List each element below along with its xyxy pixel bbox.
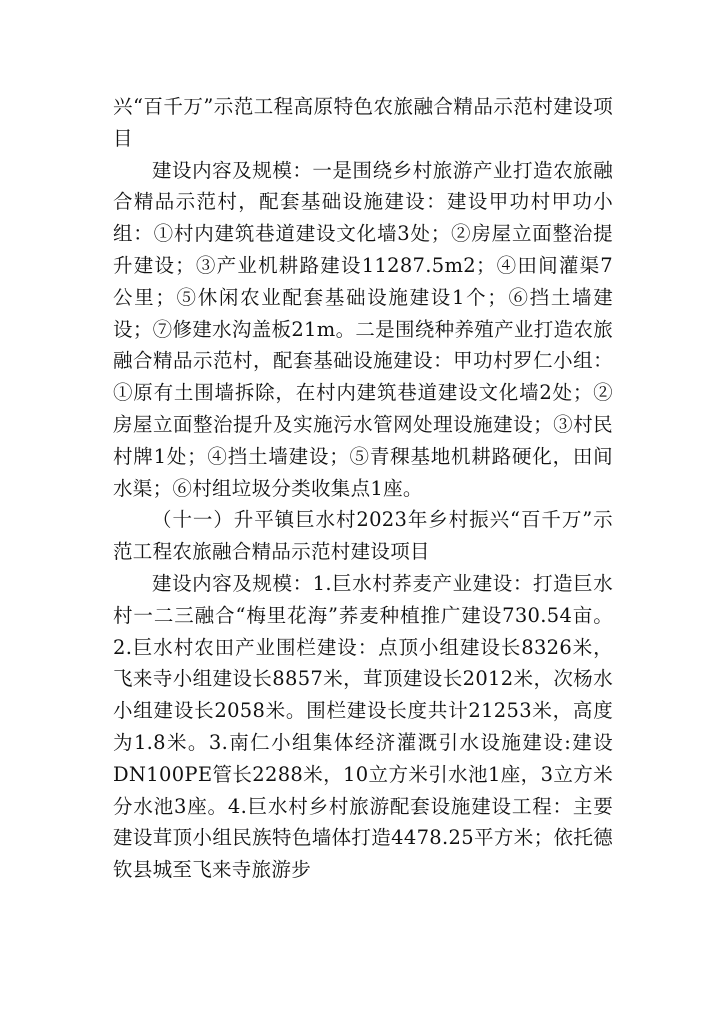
paragraph-construction-content-2: 建设内容及规模：1.巨水村荞麦产业建设：打造巨水村一二三融合“梅里花海”荞麦种植推广建设730.54亩。2.巨水村农田产业围栏建设：点顶小组建设长8326米，飞来寺小组建设长8857米，茸顶建设长2012米，次杨水小组建设长2058米。围栏建设长度共计21253米，高度为1.8米。3.南仁小组集体经济灌溉引水设施建设:建设DN100PE管长2288米，10立方米引水池1座，3立方米分水池3座。4.巨水村乡村旅游配套设施建设工程：主要建设茸顶小组民族特色墙体打造4478.25平方米；依托德钦县城至飞来寺旅游步 bbox=[113, 571, 613, 882]
paragraph-section-heading-11: （十一）升平镇巨水村2023年乡村振兴“百千万”示范工程农旅融合精品示范村建设项目 bbox=[113, 508, 613, 564]
paragraph-project-title-continued: 兴“百千万”示范工程高原特色农旅融合精品示范村建设项目 bbox=[113, 95, 613, 150]
body-text bbox=[113, 91, 613, 886]
paragraph-construction-content-1: 建设内容及规模：一是围绕乡村旅游产业打造农旅融合精品示范村，配套基础设施建设：建设甲功村甲功小组：①村内建筑巷道建设文化墙3处；②房屋立面整治提升建设；③产业机耕路建设11287.5m2；④田间灌渠7公里；⑤休闲农业配套基础设施建设1个；⑥挡土墙建设；⑦修建水沟盖板21m。二是围绕种养殖产业打造农旅融合精品示范村，配套基础设施建设：甲功村罗仁小组：①原有土围墙拆除，在村内建筑巷道建设文化墙2处；②房屋立面整治提升及实施污水管网处理设施建设；③村民村牌1处；④挡土墙建设；⑤青稞基地机耕路硬化，田间水渠；⑥村组垃圾分类收集点1座。 bbox=[113, 158, 613, 500]
